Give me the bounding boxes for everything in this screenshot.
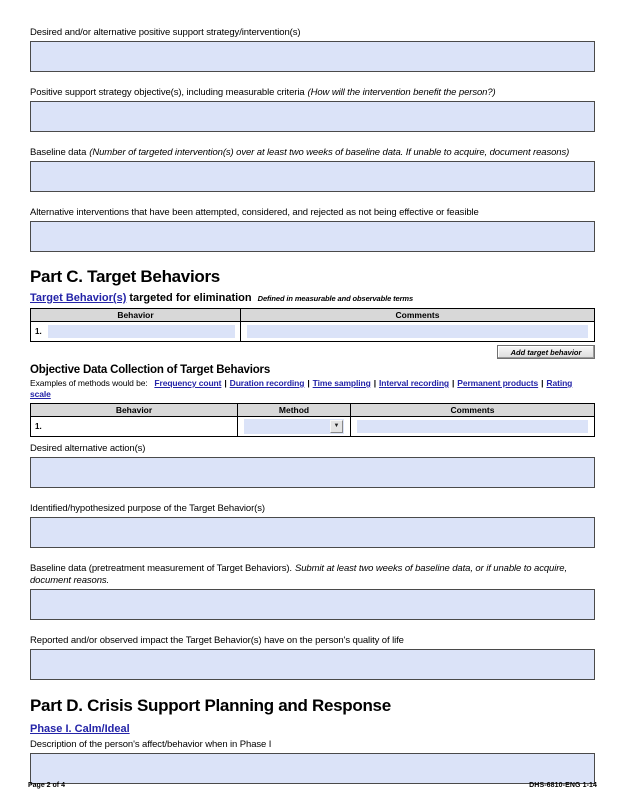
field-label-text: Reported and/or observed impact the Target Behavior(s) have on the person's quality of life <box>30 635 404 646</box>
interval-recording-link[interactable]: Interval recording <box>379 378 449 388</box>
comments-column-header: Comments <box>351 404 595 417</box>
field-label-text: Desired alternative action(s) <box>30 443 146 454</box>
field-block-hypothesized-purpose <box>30 503 595 548</box>
link-separator: | <box>452 378 455 388</box>
field-label-note: (Number of targeted intervention(s) over at least two weeks of baseline data. If unable to acquire, document reasons) <box>89 147 570 158</box>
part-d-heading: Part D. Crisis Support Planning and Response <box>30 696 391 715</box>
behavior-column-header: Behavior <box>31 309 241 322</box>
field-block-strategy-objectives <box>30 87 595 132</box>
table-header-row <box>31 309 595 322</box>
page-footer <box>28 782 597 789</box>
table-row <box>31 417 595 437</box>
field-label <box>30 635 595 647</box>
quality-of-life-field[interactable] <box>30 649 595 680</box>
field-label-text: Alternative interventions that have been attempted, considered, and rejected as not being effective or feasible <box>30 207 479 218</box>
field-block-support-strategy <box>30 27 595 72</box>
data-collection-table <box>30 403 595 437</box>
field-label-note: (How will the intervention benefit the person?) <box>307 87 496 98</box>
comments-column-header: Comments <box>241 309 595 322</box>
part-c-heading: Part C. Target Behaviors <box>30 267 220 286</box>
target-behaviors-table <box>30 308 595 342</box>
target-behaviors-link[interactable]: Target Behavior(s) <box>30 292 127 304</box>
pretreatment-baseline-field[interactable] <box>30 589 595 620</box>
field-block-phase-i-description <box>30 739 595 784</box>
field-block-alternative-interventions <box>30 207 595 252</box>
field-label-text: Baseline data (pretreatment measurement of Target Behaviors). <box>30 563 292 574</box>
objective-data-heading: Objective Data Collection of Target Behaviors <box>30 364 271 376</box>
button-row <box>30 345 595 359</box>
phase-i-description-field[interactable] <box>30 753 595 784</box>
field-label <box>30 27 595 39</box>
method-select[interactable] <box>244 419 344 434</box>
field-block-quality-of-life <box>30 635 595 680</box>
field-label-text: Desired and/or alternative positive support strategy/intervention(s) <box>30 27 301 38</box>
footer-page-number: Page 2 of 4 <box>28 782 65 789</box>
field-label <box>30 739 595 751</box>
field-label <box>30 207 595 219</box>
alternative-interventions-field[interactable] <box>30 221 595 252</box>
field-label-text: Description of the person's affect/behavior when in Phase I <box>30 739 272 750</box>
comments-input[interactable] <box>357 420 588 433</box>
desired-alternative-field[interactable] <box>30 457 595 488</box>
field-label <box>30 443 595 455</box>
field-label <box>30 563 595 587</box>
link-separator: | <box>307 378 310 388</box>
rating-scale-link[interactable]: Rating scale <box>30 378 573 399</box>
field-label <box>30 87 595 99</box>
time-sampling-link[interactable]: Time sampling <box>312 378 371 388</box>
field-block-pretreatment-baseline <box>30 563 595 620</box>
permanent-products-link[interactable]: Permanent products <box>457 378 539 388</box>
link-separator: | <box>373 378 376 388</box>
comments-input[interactable] <box>247 325 588 338</box>
field-label-text: Baseline data <box>30 147 87 158</box>
table-row <box>31 322 595 342</box>
strategy-objectives-field[interactable] <box>30 101 595 132</box>
field-label <box>30 503 595 515</box>
behavior-input[interactable] <box>48 325 235 338</box>
target-rest-text: targeted for elimination <box>129 292 252 304</box>
field-block-desired-alternative <box>30 443 595 488</box>
field-label-note: Submit at least two weeks of baseline data, or if unable to acquire, document reasons. <box>30 563 568 586</box>
target-behaviors-line <box>30 290 595 305</box>
field-block-baseline-data <box>30 147 595 192</box>
hypothesized-purpose-field[interactable] <box>30 517 595 548</box>
field-label-text: Positive support strategy objective(s), including measurable criteria <box>30 87 305 98</box>
field-label <box>30 147 595 159</box>
support-strategy-field[interactable] <box>30 41 595 72</box>
behavior-column-header: Behavior <box>31 404 238 417</box>
baseline-data-field[interactable] <box>30 161 595 192</box>
link-separator: | <box>541 378 544 388</box>
phase-i-link[interactable]: Phase I. Calm/Ideal <box>30 723 130 735</box>
row-number: 1. <box>35 422 42 431</box>
examples-prefix: Examples of methods would be: <box>30 378 148 388</box>
frequency-count-link[interactable]: Frequency count <box>154 378 222 388</box>
row-number: 1. <box>35 327 42 336</box>
table-header-row <box>31 404 595 417</box>
link-separator: | <box>224 378 227 388</box>
method-column-header: Method <box>238 404 351 417</box>
target-note-text: Defined in measurable and observable terms <box>257 294 414 303</box>
footer-form-number: DHS-6810-ENG 1-14 <box>529 782 597 789</box>
field-label-text: Identified/hypothesized purpose of the Target Behavior(s) <box>30 503 265 514</box>
dropdown-arrow-icon[interactable]: ▼ <box>330 420 343 433</box>
form-page <box>30 27 595 799</box>
method-examples-line <box>30 378 595 400</box>
add-target-behavior-button[interactable]: Add target behavior <box>497 345 595 359</box>
duration-recording-link[interactable]: Duration recording <box>229 378 305 388</box>
